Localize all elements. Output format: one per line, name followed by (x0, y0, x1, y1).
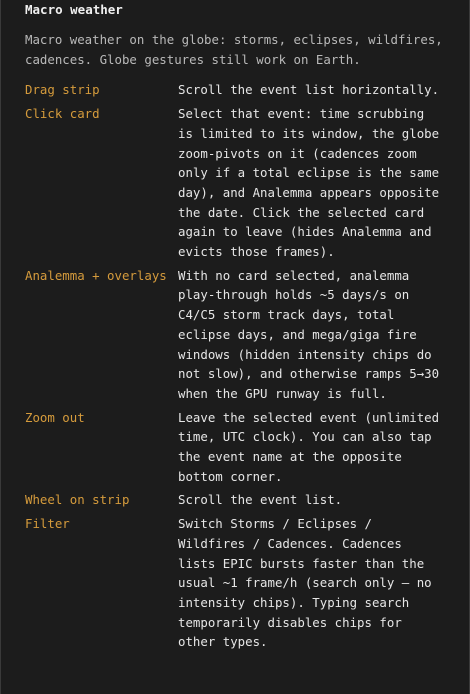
help-row-wheel-on-strip (25, 490, 445, 510)
help-description: Scroll the event list horizontally. (178, 82, 440, 98)
help-description: Select that event: time scrubbing is limited to its window, the globe zoom-pivots on it (cadences zoom only if a total eclipse is the same day), and Analemma appears opposite the date. Click the selected card again to leave (hides Analemma and evicts those frames). (178, 106, 440, 260)
help-key: Click card (25, 106, 100, 122)
panel-intro: Macro weather on the globe: storms, eclipses, wildfires, cadences. Globe gestures still work on Earth. (25, 32, 443, 67)
help-key: Zoom out (25, 409, 85, 425)
help-description: With no card selected, analemma play-through holds ~5 days/s on C4/C5 storm track days, total eclipse days, and mega/giga fire windows (hidden intensity chips do not slow), and otherwise ramps 5→30 when the GPU runway is full. (178, 267, 440, 401)
help-key: Filter (25, 516, 70, 532)
help-row-filter (25, 514, 445, 652)
help-row-zoom-out (25, 408, 445, 487)
help-description: Scroll the event list. (178, 492, 343, 508)
help-key: Analemma + overlays (25, 267, 167, 283)
help-row-drag-strip (25, 80, 445, 100)
panel-title: Macro weather (25, 2, 123, 17)
help-key: Drag strip (25, 82, 100, 98)
help-row-click-card (25, 104, 445, 262)
help-key: Wheel on strip (25, 492, 130, 508)
help-row-analemma-overlays (25, 266, 445, 404)
help-description: Switch Storms / Eclipses / Wildfires / Cadences. Cadences lists EPIC bursts faster than the usual ~1 frame/h (search only — no intensity chips). Typing search temporarily disables chips for other types. (178, 516, 432, 650)
help-description: Leave the selected event (unlimited time, UTC clock). You can also tap the event name at the opposite bottom corner. (178, 409, 440, 484)
